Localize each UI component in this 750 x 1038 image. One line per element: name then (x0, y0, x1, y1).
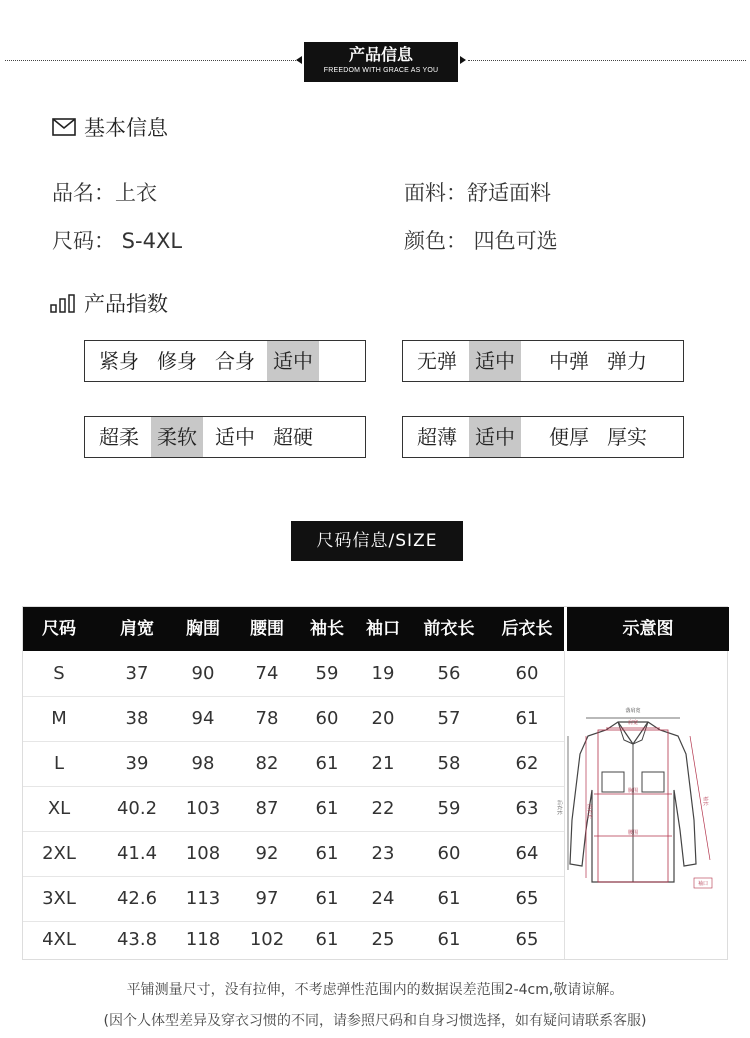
softness-index (84, 416, 366, 458)
size-cell: 4XL (42, 929, 76, 950)
back-length-cell: 65 (515, 888, 539, 909)
back-length-cell: 62 (515, 753, 539, 774)
banner-subtitle: FREEDOM WITH GRACE AS YOU (323, 67, 439, 74)
header-cell: 前衣长 (423, 619, 475, 639)
banner-left-dots (5, 60, 298, 61)
table-row (23, 876, 564, 922)
banner-right-arrow-icon (460, 56, 466, 64)
cuff-cell: 24 (371, 888, 395, 909)
chest-cell: 90 (191, 663, 215, 684)
header-cell: 袖口 (366, 619, 400, 639)
table-row (23, 786, 564, 832)
table-row (23, 831, 564, 877)
waist-cell: 87 (255, 798, 279, 819)
waist-cell: 97 (255, 888, 279, 909)
thickness-option: 超薄 (417, 425, 457, 449)
header-cell: 后衣长 (501, 619, 553, 639)
back-length-cell: 63 (515, 798, 539, 819)
diagram-header: 示意图 (567, 607, 729, 651)
sleeve-cell: 61 (315, 929, 339, 950)
label-front-length: 前衣长 (586, 804, 592, 820)
waist-cell: 74 (255, 663, 279, 684)
table-row (23, 696, 564, 742)
back-length-cell: 61 (515, 708, 539, 729)
label-shoulder: 肩宽 (627, 720, 639, 726)
shoulder-cell: 41.4 (116, 843, 158, 864)
cuff-cell: 21 (371, 753, 395, 774)
header-cell: 胸围 (186, 619, 220, 639)
size-cell: L (53, 753, 65, 774)
front-length-cell: 61 (437, 888, 461, 909)
header-cell: 腰围 (250, 619, 284, 639)
elasticity-option: 无弹 (417, 349, 457, 373)
front-length-cell: 61 (437, 929, 461, 950)
sleeve-cell: 61 (315, 843, 339, 864)
product-index-heading (50, 288, 168, 318)
cuff-cell: 23 (371, 843, 395, 864)
shoulder-cell: 37 (125, 663, 149, 684)
label-chest: 胸围 (627, 788, 639, 794)
envelope-icon (52, 118, 76, 136)
product-color: 颜色： 四色可选 (404, 229, 558, 253)
sleeve-cell: 61 (315, 798, 339, 819)
label-sleeve: 袖长 (702, 796, 708, 807)
size-info-banner: 尺码信息/SIZE (291, 521, 463, 561)
chest-cell: 94 (191, 708, 215, 729)
shoulder-cell: 42.6 (116, 888, 158, 909)
cuff-cell: 20 (371, 708, 395, 729)
thickness-option-selected: 适中 (469, 417, 521, 457)
size-table-header (23, 607, 564, 651)
product-index-title: 产品指数 (84, 292, 168, 316)
chest-cell: 108 (185, 843, 221, 864)
waist-cell: 102 (249, 929, 285, 950)
fit-option-selected: 适中 (267, 341, 319, 381)
thickness-option: 厚实 (607, 425, 647, 449)
label-cuff: 袖口 (697, 881, 709, 887)
shoulder-cell: 38 (125, 708, 149, 729)
softness-option: 适中 (215, 425, 255, 449)
product-size-range: 尺码： S-4XL (52, 229, 183, 253)
elasticity-index (402, 340, 684, 382)
fit-option: 紧身 (99, 349, 139, 373)
shoulder-cell: 43.8 (116, 929, 158, 950)
size-cell: S (53, 663, 65, 684)
label-waist: 腰围 (627, 830, 639, 836)
cuff-cell: 19 (371, 663, 395, 684)
banner-title: 产品信息 (348, 45, 413, 64)
product-info-banner (304, 42, 458, 82)
softness-option: 超硬 (273, 425, 313, 449)
product-name: 品名：上衣 (52, 181, 157, 205)
size-cell: 2XL (42, 843, 76, 864)
header-cell: 肩宽 (120, 619, 154, 639)
waist-cell: 78 (255, 708, 279, 729)
bar-chart-icon (50, 293, 76, 313)
chest-cell: 98 (191, 753, 215, 774)
softness-option: 超柔 (99, 425, 139, 449)
basic-info-heading (52, 112, 168, 142)
thickness-index (402, 416, 684, 458)
softness-option-selected: 柔软 (151, 417, 203, 457)
banner-right-dots (468, 60, 746, 61)
fit-index (84, 340, 366, 382)
header-cell: 尺码 (42, 619, 76, 639)
chest-cell: 103 (185, 798, 221, 819)
elasticity-option-selected: 适中 (469, 341, 521, 381)
disclaimer-note: (因个人体型差异及穿衣习惯的不同，请参照尺码和自身习惯选择，如有疑问请联系客服) (103, 1013, 647, 1029)
label-back-length: 后衣长 (556, 800, 562, 816)
chest-cell: 113 (185, 888, 221, 909)
sleeve-cell: 61 (315, 888, 339, 909)
front-length-cell: 58 (437, 753, 461, 774)
fit-option: 合身 (215, 349, 255, 373)
front-length-cell: 56 (437, 663, 461, 684)
back-length-cell: 65 (515, 929, 539, 950)
shoulder-cell: 39 (125, 753, 149, 774)
size-cell: 3XL (42, 888, 76, 909)
elasticity-option: 弹力 (607, 349, 647, 373)
elasticity-option: 中弹 (549, 349, 589, 373)
waist-cell: 82 (255, 753, 279, 774)
thickness-option: 便厚 (549, 425, 589, 449)
table-row (23, 741, 564, 787)
size-cell: M (51, 708, 67, 729)
banner-left-arrow-icon (296, 56, 302, 64)
label-drop-shoulder: 落肩宽 (625, 708, 641, 714)
table-row (23, 921, 564, 959)
measurement-note: 平铺测量尺寸，没有拉伸，不考虑弹性范围内的数据误差范围2-4cm,敬请谅解。 (126, 982, 624, 998)
sleeve-cell: 60 (315, 708, 339, 729)
sleeve-cell: 61 (315, 753, 339, 774)
header-cell: 袖长 (310, 619, 344, 639)
cuff-cell: 22 (371, 798, 395, 819)
product-fabric: 面料：舒适面料 (404, 181, 551, 205)
waist-cell: 92 (255, 843, 279, 864)
shoulder-cell: 40.2 (116, 798, 158, 819)
chest-cell: 118 (185, 929, 221, 950)
shirt-size-diagram (548, 700, 720, 890)
basic-info-title: 基本信息 (84, 116, 168, 140)
sleeve-cell: 59 (315, 663, 339, 684)
cuff-cell: 25 (371, 929, 395, 950)
front-length-cell: 57 (437, 708, 461, 729)
front-length-cell: 60 (437, 843, 461, 864)
fit-option: 修身 (157, 349, 197, 373)
back-length-cell: 64 (515, 843, 539, 864)
front-length-cell: 59 (437, 798, 461, 819)
back-length-cell: 60 (515, 663, 539, 684)
size-cell: XL (47, 798, 71, 819)
table-row (23, 651, 564, 697)
